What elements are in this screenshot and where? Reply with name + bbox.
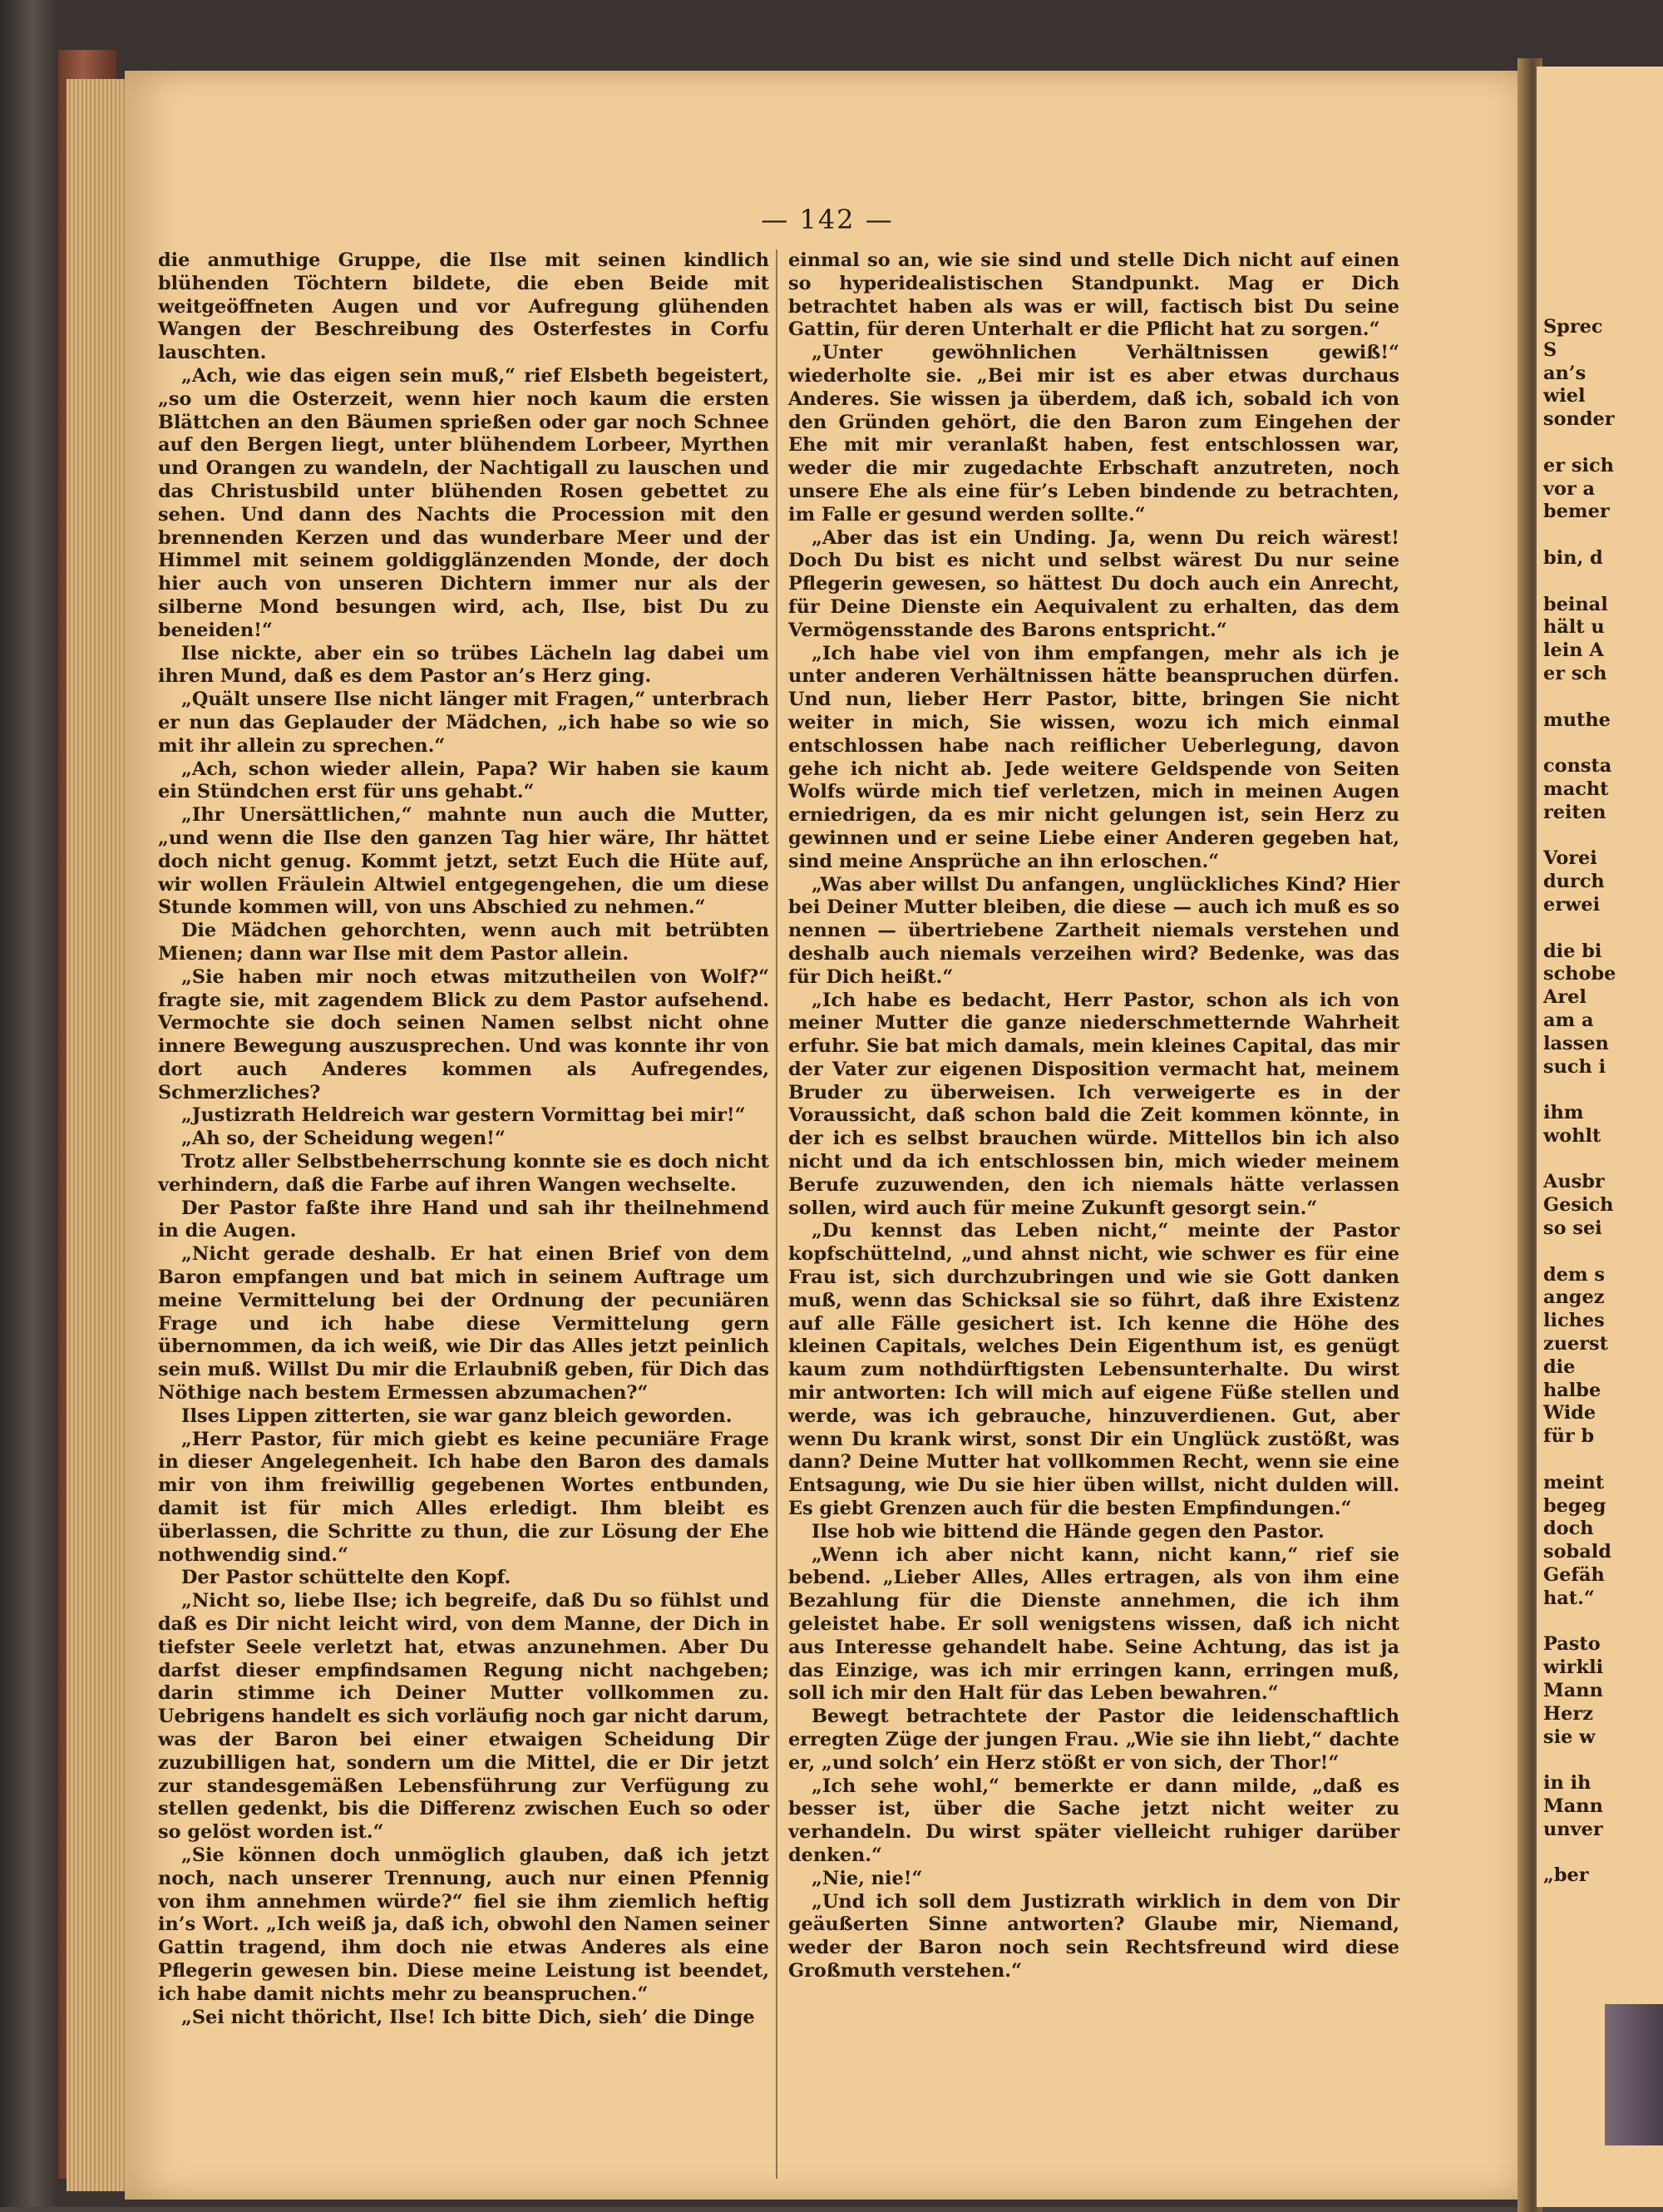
fragment-line <box>1543 917 1663 941</box>
fragment-line: „ber <box>1543 1864 1589 1887</box>
fragment-line: er sich <box>1543 454 1614 476</box>
fragment-line: bemer <box>1543 501 1610 523</box>
fragment-line: am a <box>1543 1009 1594 1031</box>
fragment-line: Sprec <box>1543 316 1603 338</box>
fragment-line: lassen <box>1543 1032 1609 1054</box>
fragment-line: beinal <box>1543 593 1608 615</box>
fragment-line <box>1543 524 1663 547</box>
fragment-line: sonder <box>1543 408 1615 431</box>
fragment-line: wirkli <box>1543 1657 1604 1679</box>
fragment-line: consta <box>1543 755 1612 778</box>
fragment-line: durch <box>1543 871 1605 893</box>
fragment-line: Gefäh <box>1543 1564 1605 1587</box>
fragment-line: S <box>1543 338 1557 361</box>
fragment-line: lein A <box>1543 639 1604 662</box>
paragraph: „Ah so, der Scheidung wegen!“ <box>181 1128 506 1150</box>
paragraph: „Nicht so, liebe Ilse; ich begreife, daß Du so fühlst und daß es Dir nicht leicht wird, von dem Manne, der Dich in tiefster Seele verletzt hat, etwas anzunehmen. Aber Du darfst dieser empfindsamen Regung nicht nachgeben; darin stimme ich Deiner Mutter vollkommen zu. Uebrigens handelt es sich vorläufig noch gar nicht darum, was der Baron bei einer etwaigen Scheidung Dir zuzubilligen hat, sondern um die Mittel, die er Dir jetzt zur standesgemäßen Lebensführung zur Verfügung zu stellen gedenkt, bis die Differenz zwischen Euch so oder so gelöst worden ist.“ <box>158 1590 769 1844</box>
fragment-line: Arel <box>1543 986 1587 1009</box>
paragraph: „Ich habe viel von ihm empfangen, mehr als ich je unter anderen Verhältnissen hätte beanspruchen dürfen. Und nun, lieber Herr Pastor, bitte, bringen Sie nicht weiter in mich, Sie wissen, wozu ich mich einmal entschlossen habe nach reiflicher Ueberlegung, davon gehe ich nicht ab. Jede weitere Geldspende von Seiten Wolfs würde mich tief verletzen, mich in meinen Augen erniedrigen, da es mir nicht gelungen ist, sein Herz zu gewinnen und er seine Liebe einer Anderen gegeben hat, sind meine Ansprüche an ihn erloschen.“ <box>788 642 1399 872</box>
fragment-line <box>1543 1079 1663 1102</box>
fragment-line: vor a <box>1543 477 1596 500</box>
paragraph: „Was aber willst Du anfangen, unglückliches Kind? Hier bei Deiner Mutter bleiben, die diese — auch ich muß es so nennen — übertriebene Zartheit niemals verstehen und deshalb auch niemals verzeihen wird? Bedenke, was das für Dich heißt.“ <box>788 873 1399 988</box>
fragment-line <box>1543 432 1663 455</box>
fragment-line: reiten <box>1543 801 1606 823</box>
fragment-line: zuerst <box>1543 1333 1608 1355</box>
paragraph: „Ach, wie das eigen sein muß,“ rief Elsbeth begeistert, „so um die Osterzeit, wenn hier noch kaum die ersten Blättchen an den Bäumen sprießen oder gar noch Schnee auf den Bergen liegt, unter blühendem Lorbeer, Myrthen und Orangen zu wandeln, der Nachtigall zu lauschen und das Christusbild unter blühenden Rosen gebettet zu sehen. Und dann des Nachts die Procession mit den brennenden Kerzen und das wunderbare Meer und der Himmel mit seinem goldigglänzenden Monde, der doch hier auch von unseren Dichtern immer nur als der silberne Mond besungen wird, ach, Ilse, bist Du zu beneiden!“ <box>158 364 769 641</box>
fragment-line: Ausbr <box>1543 1171 1605 1193</box>
page-number: — 142 — <box>761 204 894 235</box>
paragraph: „Ihr Unersättlichen,“ mahnte nun auch die Mutter, „und wenn die Ilse den ganzen Tag hier wäre, Ihr hättet doch nicht genug. Kommt jetzt, setzt Euch die Hüte auf, wir wollen Fräulein Altwiel entgegengehen, die um diese Stunde kommen will, von uns Abschied zu nehmen.“ <box>158 804 769 919</box>
column-divider <box>776 249 777 2179</box>
fragment-line: muthe <box>1543 709 1611 731</box>
fragment-line <box>1543 1449 1663 1472</box>
fragment-line: an’s <box>1543 362 1587 384</box>
fragment-line <box>1543 570 1663 594</box>
paragraph: „Herr Pastor, für mich giebt es keine pecuniäre Frage in dieser Angelegenheit. Ich habe den Baron des damals mir von ihm freiwillig gegebenen Wortes entbunden, damit ist für mich Alles erledigt. Ihm bleibt es überlassen, die Schritte zu thun, die zur Lösung der Ehe nothwendig sind.“ <box>158 1428 769 1566</box>
paragraph: „Wenn ich aber nicht kann, nicht kann,“ rief sie bebend. „Lieber Alles, Alles ertragen, als von ihm eine Bezahlung für die Dienste annehmen, die ich ihm geleistet habe. Er soll wenigstens wissen, daß ich nicht aus Interesse gehandelt habe. Seine Achtung, das ist ja das Einzige, was ich mir erringen kann, erringen muß, soll ich mir den Halt für das Leben bewahren.“ <box>788 1543 1399 1705</box>
fragment-line: dem s <box>1543 1263 1605 1286</box>
fragment-line: für b <box>1543 1425 1595 1448</box>
paragraph: „Ich habe es bedacht, Herr Pastor, schon als ich von meiner Mutter die ganze niederschmetternde Wahrheit erfuhr. Sie bat mich damals, mein kleines Capital, das mir der Vater zur eigenen Disposition vermacht hat, meinem Bruder zu überweisen. Ich verweigerte es in der Voraussicht, daß schon bald die Zeit kommen könnte, in der ich es selbst brauchen würde. Mittellos bin ich also nicht und da ich entschlossen bin, mich wieder meinem Berufe zuzuwenden, den ich niemals hätte verlassen sollen, wird auch für meine Zukunft gesorgt sein.“ <box>788 989 1399 1219</box>
fragment-line: Vorei <box>1543 847 1597 870</box>
fragment-line: die bi <box>1543 940 1602 962</box>
paragraph: „Du kennst das Leben nicht,“ meinte der Pastor kopfschüttelnd, „und ahnst nicht, wie schwer es für eine Frau ist, sich durchzubringen und wie sie Gott danken muß, wenn das Schicksal sie so führt, daß ihre Existenz auf alle Fälle gesichert ist. Ich kenne die Höhe des kleinen Capitals, welches Dein Eigenthum ist, es genügt kaum zum nothdürftigsten Lebensunterhalte. Du wirst mir antworten: Ich will mich auf eigene Füße stellen und werde, was ich gebrauche, hinzuverdienen. Gut, aber wenn Du krank wirst, sonst Dir ein Unglück zustößt, was dann? Deine Mutter hat vollkommen Recht, wenn sie eine Entsagung, wie Du sie hier üben willst, nicht dulden will. Es giebt Grenzen auch für die besten Empfindungen.“ <box>788 1220 1399 1520</box>
paragraph: „Nicht gerade deshalb. Er hat einen Brief von dem Baron empfangen und bat mich in seinem Auftrage um meine Vermittelung bei der Ordnung der pecuniären Frage und ich habe diese Vermittelung gern übernommen, da ich weiß, wie Dir das Alles jetzt peinlich sein muß. Willst Du mir die Erlaubniß geben, für Dich das Nöthige nach bestem Ermessen abzumachen?“ <box>158 1243 769 1405</box>
fragment-line: meint <box>1543 1471 1605 1494</box>
paragraph: Ilses Lippen zitterten, sie war ganz bleich geworden. <box>181 1405 733 1427</box>
paragraph: „Sei nicht thöricht, Ilse! Ich bitte Dich, sieh’ die Dinge <box>181 2006 755 2028</box>
fragment-line: schobe <box>1543 963 1616 985</box>
fragment-line: Mann <box>1543 1795 1603 1817</box>
paragraph: „Und ich soll dem Justizrath wirklich in dem von Dir geäußerten Sinne antworten? Glaube mir, Niemand, weder der Baron noch sein Rechtsfreund wird diese Großmuth verstehen.“ <box>788 1890 1399 1982</box>
archive-tape <box>1605 2004 1663 2145</box>
fragment-line: wiel <box>1543 385 1586 407</box>
fragment-line: begeg <box>1543 1494 1606 1517</box>
paragraph: „Sie können doch unmöglich glauben, daß ich jetzt noch, nach unserer Trennung, auch nur einen Pfennig von ihm annehmen würde?“ fiel sie ihm ziemlich heftig in’s Wort. „Ich weiß ja, daß ich, obwohl den Namen seiner Gattin tragend, ihm doch nie etwas Anderes als eine Pflegerin gewesen bin. Diese meine Leistung ist beendet, ich habe damit nichts mehr zu beanspruchen.“ <box>158 1844 769 2005</box>
fragment-line: Gesich <box>1543 1194 1614 1217</box>
fragment-line: Mann <box>1543 1680 1603 1702</box>
fragment-line <box>1543 1148 1663 1172</box>
fragment-line <box>1543 732 1663 755</box>
fragment-line: unver <box>1543 1818 1603 1840</box>
paragraph: die anmuthige Gruppe, die Ilse mit seinen kindlich blühenden Töchtern bildete, die eben Beide mit weitgeöffneten Augen und vor Aufregung glühenden Wangen der Beschreibung des Osterfestes in Corfu lauschten. <box>158 249 769 364</box>
fragment-line: Herz <box>1543 1702 1593 1725</box>
fragment-line: bin, d <box>1543 546 1603 569</box>
paragraph: Bewegt betrachtete der Pastor die leidenschaftlich erregten Züge der jungen Frau. „Wie sie ihn liebt,“ dachte er, „und solch’ ein Herz stößt er von sich, der Thor!“ <box>788 1706 1399 1774</box>
fragment-line: macht <box>1543 778 1609 800</box>
paragraph: „Sie haben mir noch etwas mitzutheilen von Wolf?“ fragte sie, mit zagendem Blick zu dem Pastor aufsehend. Vermochte sie doch seinen Namen selbst nicht ohne innere Bewegung auszusprechen. Und was konnte ihr von dort auch Anderes kommen als Aufregendes, Schmerzliches? <box>158 965 769 1104</box>
fragment-line <box>1543 825 1663 848</box>
fragment-line: in ih <box>1543 1772 1591 1795</box>
paragraph: „Unter gewöhnlichen Verhältnissen gewiß!“ wiederholte sie. „Bei mir ist es aber etwas durchaus Anderes. Sie wissen ja überdem, daß ich, sobald ich von den Gründen gehört, die den Baron zum Eingehen der Ehe mit mir veranlaßt haben, fest entschlossen war, weder die mir zugedachte Erbschaft anzutreten, noch unsere Ehe als eine für’s Leben bindende zu betrachten, im Falle er gesund werden sollte.“ <box>788 342 1399 526</box>
paragraph: „Ach, schon wieder allein, Papa? Wir haben sie kaum ein Stündchen erst für uns gehabt.“ <box>158 758 769 803</box>
fragment-line: wohlt <box>1543 1124 1601 1147</box>
fragment-line: Pasto <box>1543 1633 1601 1656</box>
text-column-right <box>788 249 1399 1983</box>
fragment-line: die <box>1543 1355 1576 1378</box>
fragment-line: such i <box>1543 1055 1606 1078</box>
next-page-edge <box>1537 67 1663 2207</box>
paragraph: Trotz aller Selbstbeherrschung konnte sie es doch nicht verhindern, daß die Farbe auf ihren Wangen wechselte. <box>158 1151 769 1196</box>
paragraph: „Aber das ist ein Unding. Ja, wenn Du reich wärest! Doch Du bist es nicht und selbst wärest Du nur seine Pflegerin gewesen, so hättest Du doch auch ein Anrecht, für Deine Dienste ein Aequivalent zu erhalten, das dem Vermögensstande des Barons entspricht.“ <box>788 526 1399 641</box>
paragraph: „Ich sehe wohl,“ bemerkte er dann milde, „daß es besser ist, über die Sache jetzt nicht weiter zu verhandeln. Du wirst später vielleicht ruhiger darüber denken.“ <box>788 1775 1399 1866</box>
fragment-line: sobald <box>1543 1541 1611 1563</box>
next-page-fragments <box>1543 316 1663 1888</box>
fragment-line: halbe <box>1543 1379 1601 1401</box>
paragraph: Die Mädchen gehorchten, wenn auch mit betrübten Mienen; dann war Ilse mit dem Pastor allein. <box>158 920 769 965</box>
fragment-line <box>1543 1241 1663 1264</box>
fragment-line <box>1543 1611 1663 1634</box>
fragment-line: sie w <box>1543 1726 1596 1748</box>
fragment-line: hält u <box>1543 616 1605 639</box>
fragment-line: so sei <box>1543 1217 1602 1240</box>
paragraph: „Nie, nie!“ <box>812 1867 923 1889</box>
fragment-line: erwei <box>1543 893 1601 916</box>
fragment-line: Wide <box>1543 1402 1596 1424</box>
paragraph: Ilse nickte, aber ein so trübes Lächeln lag dabei um ihren Mund, daß es dem Pastor an’s Herz ging. <box>158 642 769 688</box>
paragraph: einmal so an, wie sie sind und stelle Dich nicht auf einen so hyperidealistischen Standpunkt. Mag er Dich betrachtet haben als was er will, factisch bist Du seine Gattin, für deren Unterhalt er die Pflicht hat zu sorgen.“ <box>788 249 1399 341</box>
paragraph: Der Pastor schüttelte den Kopf. <box>181 1567 511 1589</box>
fragment-line <box>1543 686 1663 709</box>
paragraph: „Justizrath Heldreich war gestern Vormittag bei mir!“ <box>181 1104 746 1127</box>
paragraph: „Quält unsere Ilse nicht länger mit Fragen,“ unterbrach er nun das Geplauder der Mädchen, „ich habe so wie so mit ihr allein zu sprechen.“ <box>158 689 769 757</box>
fragment-line <box>1543 1749 1663 1772</box>
paragraph: Der Pastor faßte ihre Hand und sah ihr theilnehmend in die Augen. <box>158 1197 769 1242</box>
fragment-line: er sch <box>1543 662 1607 684</box>
fragment-line: angez <box>1543 1286 1605 1309</box>
paragraph: Ilse hob wie bittend die Hände gegen den Pastor. <box>812 1520 1325 1543</box>
fragment-line: doch <box>1543 1518 1594 1540</box>
fragment-line: ihm <box>1543 1102 1584 1124</box>
fragment-line: hat.“ <box>1543 1587 1595 1609</box>
fragment-line: liches <box>1543 1310 1605 1332</box>
text-column-left <box>158 249 769 2029</box>
fragment-line <box>1543 1842 1663 1865</box>
